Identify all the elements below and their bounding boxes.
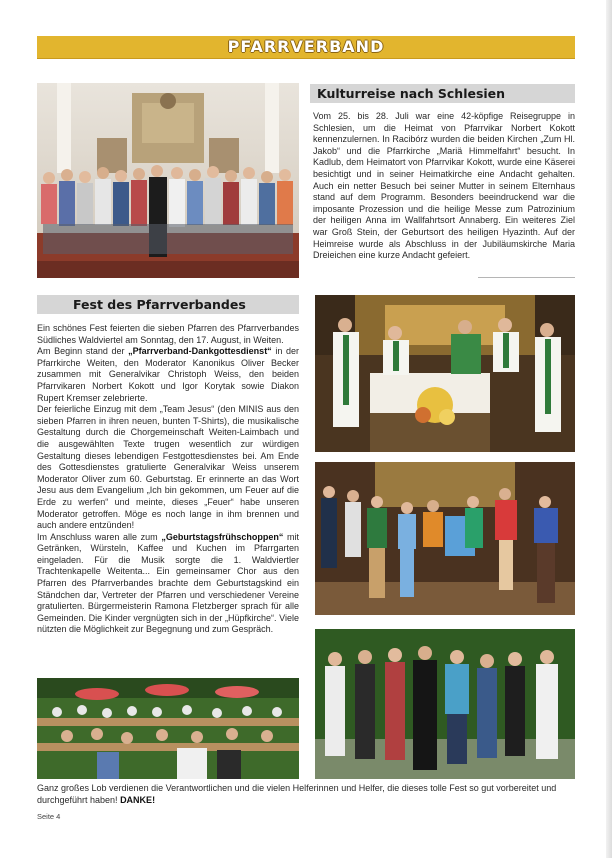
- photo-church-group: [37, 83, 299, 278]
- page-number: Seite 4: [37, 812, 61, 821]
- thanks-text: Ganz großes Lob verdienen die Verantwortlichen und die vielen Helferinnen und Helfer, die dieses tolle Fest so gut vorbereitet und durchgeführt haben!: [37, 783, 557, 805]
- closing-thanks: [37, 782, 577, 806]
- photo-group-outdoors: [315, 629, 575, 779]
- paragraph: Am Beginn stand der „Pfarrverband-Dankgottesdienst“ in der Pfarrkirche Weiten, den Moderator Kanonikus Oliver Becker zusammen mit Generalvikar Christoph Weiss, den beiden Pfarrvikaren Norbert Kokott und Igor Korytak sowie Diakon Rupert Kremser zelebrierte.: [37, 346, 299, 403]
- paragraph: Im Anschluss waren alle zum „Geburtstagsfrühschoppen“ mit Getränken, Würsteln, Kaffee und Kuchen im Pfarrgarten eingeladen. Für die Musik sorgte die 1. Waldviertler Trachtenkapelle Weitenta... Ein gemeinsamer Chor aus den Pfarren des Pfarrverbandes brachte dem Geburtstagskind ein Ständchen dar, Vertreter der Pfarren und verschiedener Vereine gratulierten. Bürgermeisterin Ramona Fletzberger sprach für alle Gemeinden. Die Kinder vergnügten sich in der „Hüpfkirche“. Viele nützten die Möglichkeit zur Begegnung und zum Gespräch.: [37, 531, 299, 635]
- divider-line: [478, 277, 575, 278]
- photo-clergy-altar: [315, 295, 575, 452]
- banner-title: PFARRVERBAND: [227, 37, 385, 56]
- photo-garden-party: [37, 678, 299, 779]
- paragraph: Der feierliche Einzug mit dem „Team Jesus“ (den MINIS aus den sieben Pfarren in ihren neuen, bunten T-Shirts), die musikalische Gestaltung durch die Chorgemeinschaft Weiten-Laimbach und die ausgewählten Texte trugen wesentlich zur würdigen Gestaltung dieses lebendigen Festgottesdienstes bei. Am Ende des Gottesdienstes gratulierte Generalvikar Weiss unserem Moderator Oliver zum 60. Geburtstag. Er erinnerte an das Wort Jesu aus dem Evangelium „Ich bin gekommen, um Feuer auf die Erde zu werfen“ und meinte, dieses „Feuer“ habe unseren Moderator getroffen. Möge es noch lange in ihm brennen und auch andere entzünden!: [37, 404, 299, 531]
- heading-text: Fest des Pfarrverbandes: [73, 297, 246, 312]
- bold-highlight: „Pfarrverband-Dankgottesdienst“: [128, 346, 272, 357]
- paragraph: Ein schönes Fest feierten die sieben Pfarren des Pfarrverbandes Südliches Waldviertel am Sonntag, den 17. August, in Weiten.: [37, 323, 299, 345]
- heading-text: Kulturreise nach Schlesien: [317, 86, 506, 101]
- paragraph: Vom 25. bis 28. Juli war eine 42-köpfige Reisegruppe in Schlesien, um die Heimat von Pfarrvikar Norbert Kokott kennenzulernen. In Racibórz wurden die beiden Kirchen „Zum Hl. Jakob“ und die Pfarrkirche „Mariä Himmelfahrt“ besucht. In Kadlub, dem Heimatort von Pfarrvikar Kokott, wurde eine Käserei besichtigt und in seiner Heimatkirche eine Andacht gehalten. Auch ein netter Besuch bei seiner Mutter in seinem Elternhaus stand auf dem Programm. Besonders beeindruckend war die imposante Prozession und die heilige Messe zum Patrozinium der heiligen Anna im Wallfahrtsort Annaberg. Ein weiteres Ziel war Groß Stein, der Geburtsort des heiligen Hyazinth. Auf der Heimreise wurde als Abschluss in der Jubiläumskirche Maria Dreieichen eine kurze Andacht gefeiert.: [313, 111, 575, 261]
- article-heading-kulturreise: [310, 84, 575, 103]
- page-edge-shadow: [606, 0, 612, 858]
- photo-children-tshirts: [315, 462, 575, 615]
- article-heading-fest: [37, 295, 299, 314]
- thanks-bold: DANKE!: [120, 795, 156, 805]
- article-text-kulturreise: [313, 111, 575, 262]
- article-text-fest: [37, 323, 299, 636]
- bold-highlight: „Geburtstagsfrühschoppen“: [161, 531, 284, 542]
- section-banner: [37, 36, 575, 59]
